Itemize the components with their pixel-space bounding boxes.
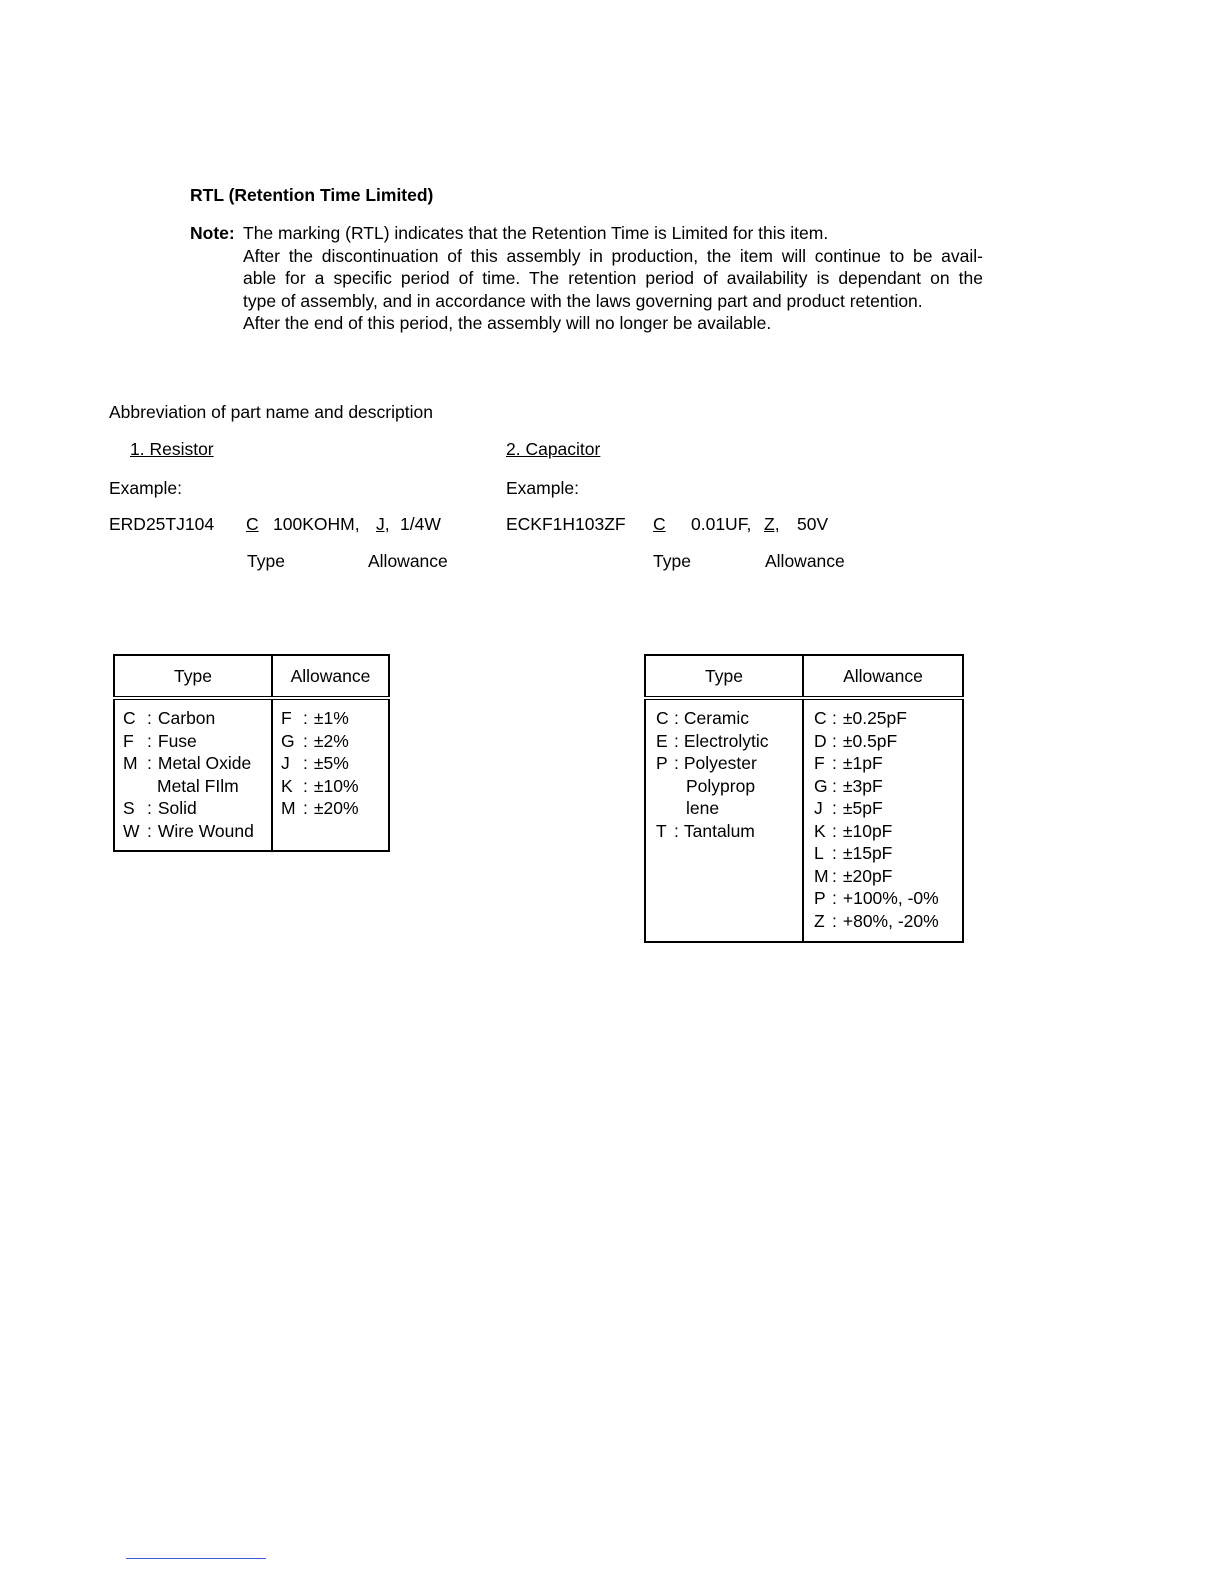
note-line: After the end of this period, the assembly will no longer be available. [243, 313, 772, 333]
resistor-section-title: 1. Resistor [130, 439, 214, 459]
list-item: Polyprop [686, 775, 756, 796]
note-body [243, 222, 983, 335]
capacitor-part-number: ECKF1H103ZF [506, 514, 626, 534]
list-item: K : ±10% [281, 775, 359, 796]
resistor-allowance-list [272, 698, 389, 851]
resistor-type-code: C [246, 514, 259, 534]
note-line: type of assembly, and in accordance with the laws governing part and product retention. [243, 290, 923, 311]
list-item: lene [686, 798, 720, 818]
list-item: S : Solid [123, 798, 197, 818]
resistor-type-list [114, 698, 272, 851]
list-item: G : ±3pF [814, 775, 883, 796]
resistor-table [113, 654, 390, 852]
list-item: F : Fuse [123, 730, 197, 751]
resistor-table-header-type: Type [114, 655, 272, 698]
list-item: C : Carbon [123, 708, 216, 728]
list-item: T : Tantalum [656, 820, 755, 841]
list-item: M : ±20pF [814, 865, 893, 886]
resistor-table-header-allowance: Allowance [272, 655, 389, 698]
resistor-allow-label: Allowance [368, 551, 448, 571]
capacitor-type-label: Type [653, 551, 691, 571]
note-line: After the discontinuation of this assembly in production, the item will continue to be avail- [243, 245, 983, 266]
list-item: W : Wire Wound [123, 820, 254, 841]
capacitor-section-title: 2. Capacitor [506, 439, 601, 459]
list-item: J : ±5pF [814, 798, 883, 818]
capacitor-table-header-allowance: Allowance [803, 655, 963, 698]
resistor-rating: 1/4W [400, 514, 441, 534]
list-item: F : ±1pF [814, 753, 883, 773]
capacitor-rating: 50V [797, 514, 829, 534]
capacitor-allow-code: Z, [764, 514, 780, 534]
note-line: The marking (RTL) indicates that the Retention Time is Limited for this item. [243, 223, 829, 243]
list-item: Z : +80%, -20% [814, 910, 939, 931]
note-label: Note: [190, 223, 235, 243]
footer-rule [126, 1558, 266, 1559]
list-item: C : ±0.25pF [814, 708, 907, 728]
list-item: P : Polyester [656, 753, 757, 773]
resistor-type-label: Type [247, 551, 285, 571]
list-item: D : ±0.5pF [814, 730, 898, 751]
list-item: M : ±20% [281, 798, 359, 818]
list-item: E : Electrolytic [656, 730, 769, 751]
capacitor-allowance-list [803, 698, 963, 942]
list-item: K : ±10pF [814, 820, 893, 841]
list-item: Metal FIlm [157, 775, 239, 796]
capacitor-type-code: C [653, 514, 666, 534]
capacitor-value: 0.01UF, [691, 514, 752, 534]
capacitor-allow-label: Allowance [765, 551, 845, 571]
resistor-value: 100KOHM, [273, 514, 360, 534]
abbrev-heading: Abbreviation of part name and description [109, 402, 433, 422]
resistor-example-label: Example: [109, 478, 182, 498]
list-item: C : Ceramic [656, 708, 750, 728]
list-item: F : ±1% [281, 708, 349, 728]
capacitor-table [644, 654, 964, 943]
list-item: G : ±2% [281, 730, 349, 751]
note-line: able for a specific period of time. The retention period of availability is dependant on the [243, 268, 983, 288]
capacitor-example-label: Example: [506, 478, 579, 498]
list-item: P : +100%, -0% [814, 888, 939, 908]
capacitor-type-list [645, 698, 803, 942]
list-item: M : Metal Oxide [123, 753, 252, 773]
rtl-title: RTL (Retention Time Limited) [190, 185, 434, 205]
list-item: J : ±5% [281, 753, 349, 773]
capacitor-table-header-type: Type [645, 655, 803, 698]
resistor-allow-code: J, [376, 514, 390, 534]
resistor-part-number: ERD25TJ104 [109, 514, 215, 534]
list-item: L : ±15pF [814, 843, 893, 863]
